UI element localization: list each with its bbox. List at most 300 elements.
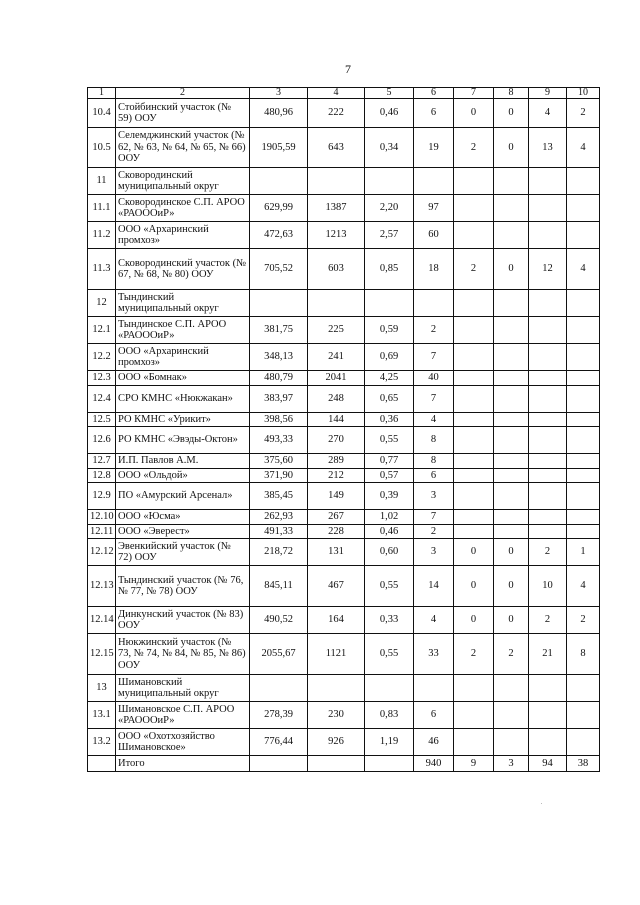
value-cell: 212 [308,468,365,483]
table-row [88,607,600,634]
value-cell: 629,99 [250,195,308,222]
value-cell: 18 [414,249,454,290]
value-cell [250,756,308,772]
value-cell [494,195,529,222]
row-number-cell: 13.1 [88,702,116,729]
value-cell: 7 [414,510,454,525]
table-row [88,290,600,317]
value-cell: 940 [414,756,454,772]
row-number-cell: 11.1 [88,195,116,222]
value-cell: 4 [529,99,567,128]
value-cell [414,290,454,317]
value-cell: 0,55 [365,566,414,607]
value-cell: 3 [414,539,454,566]
value-cell [454,290,494,317]
value-cell: 0,85 [365,249,414,290]
name-cell: СРО КМНС «Нюкжакан» [116,385,250,412]
value-cell: 1905,59 [250,128,308,168]
value-cell [454,371,494,386]
value-cell: 0,65 [365,385,414,412]
value-cell [365,168,414,195]
value-cell [250,290,308,317]
value-cell [567,168,600,195]
column-number-header: 10 [567,88,600,99]
table-row [88,524,600,539]
table-row [88,539,600,566]
value-cell: 278,39 [250,702,308,729]
value-cell [567,222,600,249]
column-number-header: 1 [88,88,116,99]
name-cell: Шимановский муниципальный округ [116,675,250,702]
value-cell: 0,33 [365,607,414,634]
value-cell: 14 [414,566,454,607]
value-cell: 480,96 [250,99,308,128]
row-number-cell: 12.15 [88,634,116,675]
value-cell: 493,33 [250,427,308,454]
value-cell [567,524,600,539]
value-cell: 0,77 [365,454,414,469]
value-cell [365,756,414,772]
name-cell: Шимановское С.П. АРОО «РАОООиР» [116,702,250,729]
value-cell: 10 [529,566,567,607]
table-row [88,675,600,702]
row-number-cell: 12.6 [88,427,116,454]
name-cell: Тындинский участок (№ 76, № 77, № 78) ООУ [116,566,250,607]
value-cell: 0,55 [365,634,414,675]
value-cell [529,427,567,454]
value-cell [494,168,529,195]
row-number-cell [88,756,116,772]
value-cell: 19 [414,128,454,168]
value-cell: 385,45 [250,483,308,510]
value-cell [494,483,529,510]
row-number-cell: 11 [88,168,116,195]
value-cell: 230 [308,702,365,729]
row-number-cell: 12.13 [88,566,116,607]
table-row [88,385,600,412]
row-number-cell: 12.12 [88,539,116,566]
value-cell: 225 [308,317,365,344]
value-cell: 289 [308,454,365,469]
row-number-cell: 12 [88,290,116,317]
row-number-cell: 12.9 [88,483,116,510]
value-cell: 97 [414,195,454,222]
value-cell: 1,19 [365,729,414,756]
value-cell: 222 [308,99,365,128]
value-cell: 4,25 [365,371,414,386]
value-cell: 1387 [308,195,365,222]
column-number-header: 6 [414,88,454,99]
value-cell: 2 [567,99,600,128]
value-cell: 398,56 [250,412,308,427]
value-cell [454,427,494,454]
value-cell [567,454,600,469]
value-cell [454,702,494,729]
value-cell [567,290,600,317]
row-number-cell: 12.1 [88,317,116,344]
value-cell: 3 [494,756,529,772]
name-cell: Динкунский участок (№ 83) ООУ [116,607,250,634]
value-cell [494,344,529,371]
row-number-cell: 12.4 [88,385,116,412]
value-cell: 375,60 [250,454,308,469]
value-cell [529,195,567,222]
row-number-cell: 10.5 [88,128,116,168]
value-cell: 0,36 [365,412,414,427]
value-cell: 0 [454,607,494,634]
name-cell: Сковородинское С.П. АРОО «РАОООиР» [116,195,250,222]
value-cell: 705,52 [250,249,308,290]
value-cell: 2 [414,524,454,539]
value-cell [454,344,494,371]
table-row [88,344,600,371]
value-cell [308,675,365,702]
value-cell: 0,59 [365,317,414,344]
value-cell [454,222,494,249]
value-cell: 1 [567,539,600,566]
table-row [88,729,600,756]
value-cell [529,222,567,249]
value-cell [567,195,600,222]
value-cell: 4 [567,128,600,168]
value-cell [567,675,600,702]
value-cell [250,675,308,702]
value-cell: 8 [567,634,600,675]
value-cell [529,290,567,317]
value-cell [308,756,365,772]
value-cell: 845,11 [250,566,308,607]
name-cell: ПО «Амурский Арсенал» [116,483,250,510]
value-cell: 218,72 [250,539,308,566]
value-cell: 1213 [308,222,365,249]
value-cell [529,483,567,510]
value-cell: 241 [308,344,365,371]
name-cell: ООО «Юсма» [116,510,250,525]
value-cell [414,168,454,195]
value-cell: 1,02 [365,510,414,525]
name-cell: Селемджинский участок (№ 62, № 63, № 64, № 65, № 66) ООУ [116,128,250,168]
row-number-cell: 12.8 [88,468,116,483]
value-cell: 776,44 [250,729,308,756]
value-cell: 4 [567,566,600,607]
value-cell: 2,57 [365,222,414,249]
row-number-cell: 10.4 [88,99,116,128]
name-cell: РО КМНС «Урикит» [116,412,250,427]
table-row [88,128,600,168]
table-row [88,510,600,525]
name-cell: ООО «Архаринский промхоз» [116,222,250,249]
row-number-cell: 13.2 [88,729,116,756]
value-cell [494,371,529,386]
value-cell [494,729,529,756]
value-cell: 0,57 [365,468,414,483]
value-cell: 467 [308,566,365,607]
name-cell: ООО «Архаринский промхоз» [116,344,250,371]
value-cell [567,483,600,510]
value-cell [529,468,567,483]
table-row [88,454,600,469]
scan-speck [541,803,542,804]
value-cell: 7 [414,344,454,371]
value-cell: 6 [414,468,454,483]
row-number-cell: 12.11 [88,524,116,539]
value-cell: 0,83 [365,702,414,729]
value-cell: 0,69 [365,344,414,371]
value-cell [308,290,365,317]
value-cell [567,729,600,756]
row-number-cell: 12.5 [88,412,116,427]
column-number-header: 2 [116,88,250,99]
row-number-cell: 11.3 [88,249,116,290]
value-cell: 12 [529,249,567,290]
value-cell: 480,79 [250,371,308,386]
value-cell [494,290,529,317]
value-cell: 262,93 [250,510,308,525]
value-cell: 0,55 [365,427,414,454]
row-number-cell: 12.10 [88,510,116,525]
value-cell: 0,39 [365,483,414,510]
table-row [88,634,600,675]
value-cell: 33 [414,634,454,675]
value-cell: 2041 [308,371,365,386]
table-header-row [88,88,600,99]
value-cell: 2 [494,634,529,675]
value-cell: 381,75 [250,317,308,344]
table-row [88,99,600,128]
value-cell: 0 [454,99,494,128]
value-cell: 472,63 [250,222,308,249]
value-cell [567,412,600,427]
value-cell: 1121 [308,634,365,675]
value-cell [567,468,600,483]
page-number: 7 [345,62,351,76]
value-cell [454,468,494,483]
value-cell: 0 [494,249,529,290]
value-cell [454,729,494,756]
value-cell [454,483,494,510]
value-cell [454,510,494,525]
name-cell: Сковородинский участок (№ 67, № 68, № 80) ООУ [116,249,250,290]
value-cell: 228 [308,524,365,539]
name-cell: Итого [116,756,250,772]
value-cell: 144 [308,412,365,427]
value-cell [494,524,529,539]
name-cell: Сковородинский муниципальный округ [116,168,250,195]
value-cell: 164 [308,607,365,634]
column-number-header: 3 [250,88,308,99]
value-cell [365,290,414,317]
value-cell: 643 [308,128,365,168]
name-cell: ООО «Эверест» [116,524,250,539]
value-cell: 2 [567,607,600,634]
value-cell [529,344,567,371]
table-row [88,222,600,249]
value-cell: 603 [308,249,365,290]
value-cell [567,427,600,454]
value-cell [494,468,529,483]
value-cell: 0,34 [365,128,414,168]
value-cell: 0 [454,539,494,566]
value-cell: 491,33 [250,524,308,539]
value-cell: 21 [529,634,567,675]
table-row [88,566,600,607]
column-number-header: 4 [308,88,365,99]
value-cell [529,729,567,756]
value-cell: 94 [529,756,567,772]
name-cell: ООО «Ольдой» [116,468,250,483]
column-number-header: 7 [454,88,494,99]
value-cell [454,317,494,344]
value-cell [567,344,600,371]
name-cell: ООО «Охотхозяйство Шимановское» [116,729,250,756]
value-cell: 40 [414,371,454,386]
value-cell: 371,90 [250,468,308,483]
value-cell: 248 [308,385,365,412]
value-cell: 2055,67 [250,634,308,675]
table-row [88,195,600,222]
value-cell [529,675,567,702]
value-cell: 8 [414,427,454,454]
value-cell [529,524,567,539]
value-cell [494,454,529,469]
value-cell [250,168,308,195]
value-cell [494,427,529,454]
value-cell [365,675,414,702]
table-row [88,371,600,386]
value-cell: 4 [414,607,454,634]
value-cell: 2 [454,128,494,168]
value-cell: 6 [414,99,454,128]
name-cell: Тындинское С.П. АРОО «РАОООиР» [116,317,250,344]
row-number-cell: 12.3 [88,371,116,386]
name-cell: Нюкжинский участок (№ 73, № 74, № 84, № 85, № 86) ООУ [116,634,250,675]
table-row [88,317,600,344]
row-number-cell: 12.2 [88,344,116,371]
table-row [88,249,600,290]
value-cell [529,412,567,427]
value-cell [454,385,494,412]
value-cell: 0,46 [365,524,414,539]
value-cell [529,454,567,469]
value-cell: 2 [454,249,494,290]
value-cell: 149 [308,483,365,510]
value-cell: 46 [414,729,454,756]
value-cell [454,675,494,702]
table-row [88,412,600,427]
value-cell: 490,52 [250,607,308,634]
table-row [88,468,600,483]
value-cell: 7 [414,385,454,412]
value-cell: 0 [494,539,529,566]
value-cell [454,454,494,469]
value-cell [454,412,494,427]
value-cell [494,675,529,702]
row-number-cell: 12.7 [88,454,116,469]
value-cell: 13 [529,128,567,168]
value-cell [529,702,567,729]
column-number-header: 8 [494,88,529,99]
value-cell [529,385,567,412]
value-cell: 4 [414,412,454,427]
value-cell [567,317,600,344]
column-number-header: 9 [529,88,567,99]
value-cell [529,510,567,525]
value-cell [494,385,529,412]
name-cell: Стойбинский участок (№ 59) ООУ [116,99,250,128]
value-cell [567,702,600,729]
value-cell: 8 [414,454,454,469]
value-cell [567,371,600,386]
value-cell: 2 [414,317,454,344]
value-cell: 2 [529,539,567,566]
value-cell [308,168,365,195]
value-cell [454,524,494,539]
value-cell [529,168,567,195]
value-cell [529,317,567,344]
row-number-cell: 13 [88,675,116,702]
value-cell: 0 [494,99,529,128]
table-row [88,168,600,195]
value-cell [529,371,567,386]
value-cell: 2 [529,607,567,634]
value-cell [494,510,529,525]
value-cell: 60 [414,222,454,249]
value-cell [494,702,529,729]
value-cell: 0 [494,566,529,607]
value-cell: 0,46 [365,99,414,128]
value-cell: 4 [567,249,600,290]
table-row [88,427,600,454]
row-number-cell: 11.2 [88,222,116,249]
value-cell: 38 [567,756,600,772]
value-cell: 348,13 [250,344,308,371]
value-cell: 9 [454,756,494,772]
total-row [88,756,600,772]
value-cell: 131 [308,539,365,566]
value-cell: 270 [308,427,365,454]
table-row [88,702,600,729]
value-cell [494,412,529,427]
value-cell [454,168,494,195]
value-cell [414,675,454,702]
value-cell: 926 [308,729,365,756]
value-cell: 267 [308,510,365,525]
value-cell [567,510,600,525]
value-cell [454,195,494,222]
value-cell [494,222,529,249]
name-cell: Тындинский муниципальный округ [116,290,250,317]
value-cell [494,317,529,344]
column-number-header: 5 [365,88,414,99]
value-cell: 2 [454,634,494,675]
row-number-cell: 12.14 [88,607,116,634]
value-cell: 6 [414,702,454,729]
name-cell: И.П. Павлов А.М. [116,454,250,469]
value-cell: 0,60 [365,539,414,566]
name-cell: РО КМНС «Эвэды-Октон» [116,427,250,454]
data-table [87,87,600,772]
value-cell: 0 [454,566,494,607]
value-cell: 0 [494,607,529,634]
table-row [88,483,600,510]
value-cell: 3 [414,483,454,510]
value-cell [567,385,600,412]
value-cell: 0 [494,128,529,168]
name-cell: ООО «Бомнак» [116,371,250,386]
value-cell: 2,20 [365,195,414,222]
value-cell: 383,97 [250,385,308,412]
name-cell: Эвенкийский участок (№ 72) ООУ [116,539,250,566]
